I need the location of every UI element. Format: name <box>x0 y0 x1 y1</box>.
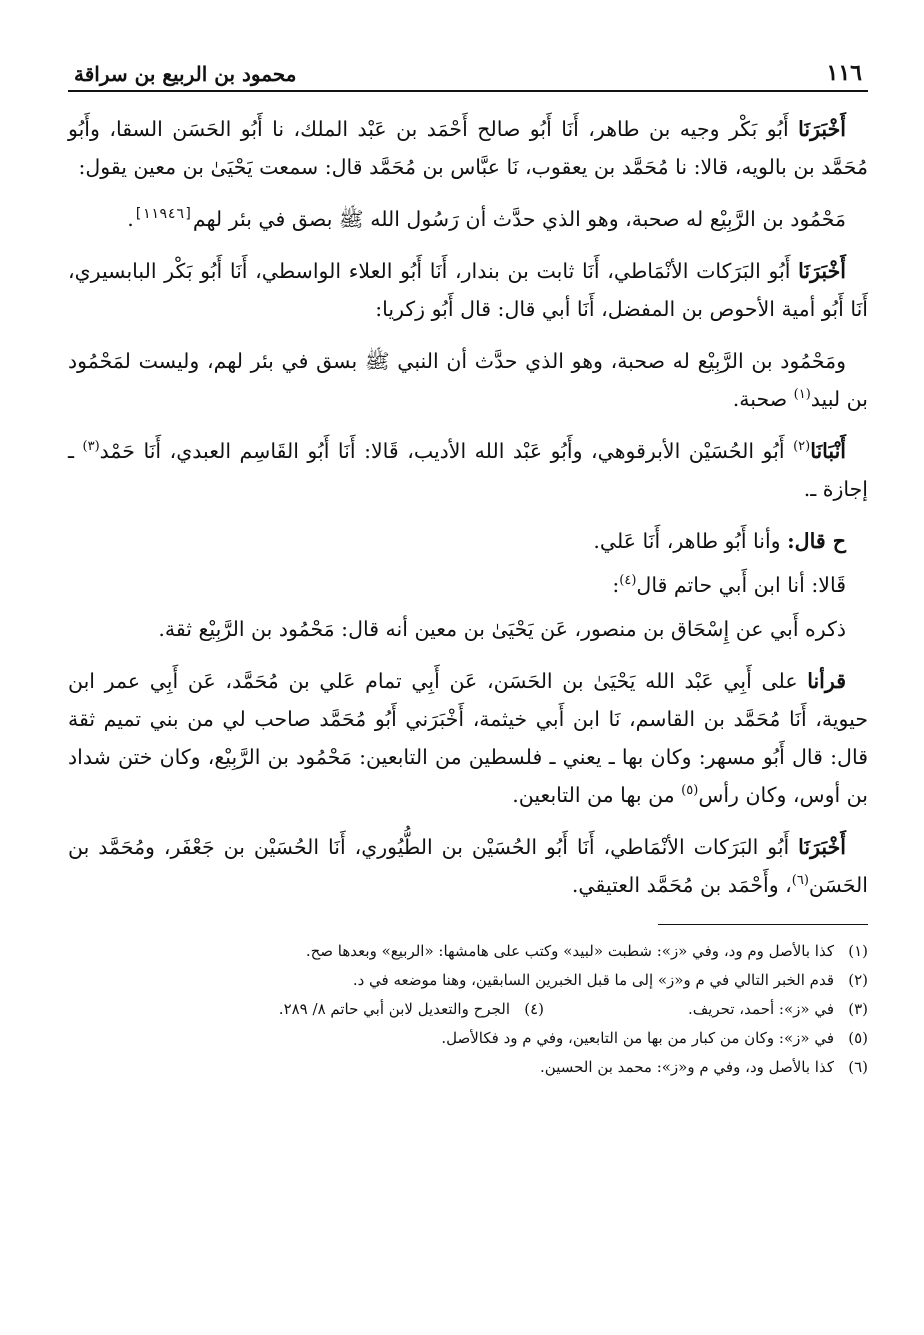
paragraph-lead: قرأنا <box>807 669 846 693</box>
paragraph-text: قَالا: أنا ابن أَبي حاتم قال <box>636 573 846 597</box>
paragraph-text: أَبُو بَكْر وجيه بن طاهر، أَنَا أَبُو صالح أَحْمَد بن عَبْد الملك، نا أَبُو الحَسَن السقا، وأَبُو مُحَمَّد بن بالويه، قالا: نا مُحَمَّد بن يعقوب، نَا عبَّاس بن مُحَمَّد قال: سمعت يَحْيَىٰ بن معين يقول: <box>68 117 868 179</box>
footnote-item-pair <box>68 995 868 1024</box>
paragraph-text: وأنا أَبُو طاهر، أَنَا عَلي. <box>593 529 788 553</box>
paragraph-text-continued: : <box>612 573 620 597</box>
footnote-number: (٤) <box>524 1000 544 1018</box>
paragraph-text-continued: ـ إجازة ـ. <box>68 439 868 501</box>
footnote-number: (٥) <box>848 1029 868 1047</box>
paragraph-text-continued: ، وأَحْمَد بن مُحَمَّد العتيقي. <box>571 873 792 897</box>
paragraph-lead: أَنْبَانَا <box>810 439 846 463</box>
paragraph-lead: ح قال: <box>787 529 846 553</box>
footnote-text: كذا بالأصل وم ود، وفي «ز»: شطبت «لبيد» وكتب على هامشها: «الربيع» وبعدها صح. <box>305 942 834 960</box>
footnote-text: الجرح والتعديل لابن أبي حاتم ٨/ ٢٨٩. <box>278 1000 510 1018</box>
paragraph-3 <box>68 252 868 328</box>
footnote-item <box>68 937 868 966</box>
running-title: محمود بن الربيع بن سراقة <box>74 62 297 86</box>
paragraph-2 <box>68 200 868 238</box>
running-header <box>68 52 868 92</box>
paragraph-1 <box>68 110 868 186</box>
paragraph-text-continued: من بها من التابعين. <box>512 783 682 807</box>
footnote-marker[interactable]: (٦) <box>791 873 809 889</box>
footnote-marker[interactable]: (٣) <box>82 439 100 455</box>
page-number: ١١٦ <box>826 60 862 86</box>
paragraph-text: على أَبِي عَبْد الله يَحْيَىٰ بن الحَسَن، عَن أَبِي تمام عَلي بن مُحَمَّد، عَن أَبِي عمر ابن حيوية، أَنَا مُحَمَّد بن القاسم، نَا ابن أَبي خيثمة، أَخْبَرَني أَبُو مُحَمَّد صاحب لي من بني تميم ثقة قال: قال أَبُو مسهر: وكان بها ـ يعني ـ فلسطين من التابعين: مَحْمُود بن الرَّبِيْع، وكان ختن شداد بن أوس، وكان رأس <box>68 669 868 807</box>
paragraph-tail: . <box>127 207 134 231</box>
footnote-text: قدم الخبر التالي في م و«ز» إلى ما قبل الخبرين السابقين، وهنا موضعه في د. <box>352 971 834 989</box>
footnote-number: (٦) <box>848 1058 868 1076</box>
paragraph-5 <box>68 432 868 508</box>
footnote-marker[interactable]: (٥) <box>681 783 699 799</box>
paragraph-6 <box>68 522 868 560</box>
paragraph-text: أَبُو البَرَكات الأنْمَاطي، أَنَا ثابت بن بندار، أَنَا أَبُو العلاء الواسطي، أَنَا أَبُو بَكْر البابسيري، أَنَا أَبُو أمية الأحوص بن المفضل، أَنَا أبي قال: قال أَبُو زكريا: <box>68 259 868 321</box>
footnote-text: في «ز»: أحمد، تحريف. <box>687 1000 834 1018</box>
main-text <box>68 110 868 904</box>
footnote-marker[interactable]: (٤) <box>619 573 637 589</box>
footnote-marker[interactable]: (١) <box>793 387 811 403</box>
paragraph-7 <box>68 566 868 604</box>
paragraph-10 <box>68 828 868 904</box>
paragraph-8 <box>68 610 868 648</box>
paragraph-lead: أَخْبَرَنَا <box>798 259 846 283</box>
footnote-number: (١) <box>848 942 868 960</box>
paragraph-text: أَبُو الحُسَيْن الأبرقوهي، وأَبُو عَبْد الله الأديب، قَالا: أَنَا أَبُو القَاسِم العبدي، أَنَا حَمْد <box>99 439 794 463</box>
paragraph-text-continued: صحبة. <box>732 387 794 411</box>
footnotes <box>68 937 868 1082</box>
footnote-divider <box>658 924 868 925</box>
footnote-marker[interactable]: (٢) <box>793 439 811 455</box>
paragraph-lead: أَخْبَرَنَا <box>798 117 846 141</box>
paragraph-lead: أَخْبَرَنَا <box>798 835 846 859</box>
paragraph-text: ذكره أَبي عن إِسْحَاق بن منصور، عَن يَحْيَىٰ بن معين أنه قال: مَحْمُود بن الرَّبِيْع ثقة. <box>158 617 846 641</box>
footnote-item <box>68 1053 868 1082</box>
paragraph-9 <box>68 662 868 814</box>
footnote-number: (٣) <box>848 1000 868 1018</box>
paragraph-text: أَبُو البَرَكات الأنْمَاطي، أَنَا أَبُو الحُسَيْن بن الطُّيُوري، أَنَا الحُسَيْن بن جَعْفَر، ومُحَمَّد بن الحَسَن <box>68 835 868 897</box>
footnote-number: (٢) <box>848 971 868 989</box>
footnote-text: في «ز»: وكان من كبار من بها من التابعين، وفي م ود فكالأصل. <box>441 1029 834 1047</box>
paragraph-4 <box>68 342 868 418</box>
paragraph-text: ومَحْمُود بن الرَّبِيْع له صحبة، وهو الذي حدَّث أن النبي ﷺ بسق في بئر لهم، وليست لمَحْمُود بن لبيد <box>68 349 868 411</box>
footnote-item <box>68 1024 868 1053</box>
footnote-item <box>68 966 868 995</box>
paragraph-text: مَحْمُود بن الرَّبِيْع له صحبة، وهو الذي حدَّث أن رَسُول الله ﷺ بصق في بئر لهم <box>192 207 846 231</box>
book-page <box>68 52 868 1292</box>
margin-reference-number: [١١٩٤٦] <box>133 206 193 223</box>
footnote-text: كذا بالأصل ود، وفي م و«ز»: محمد بن الحسين. <box>540 1058 834 1076</box>
